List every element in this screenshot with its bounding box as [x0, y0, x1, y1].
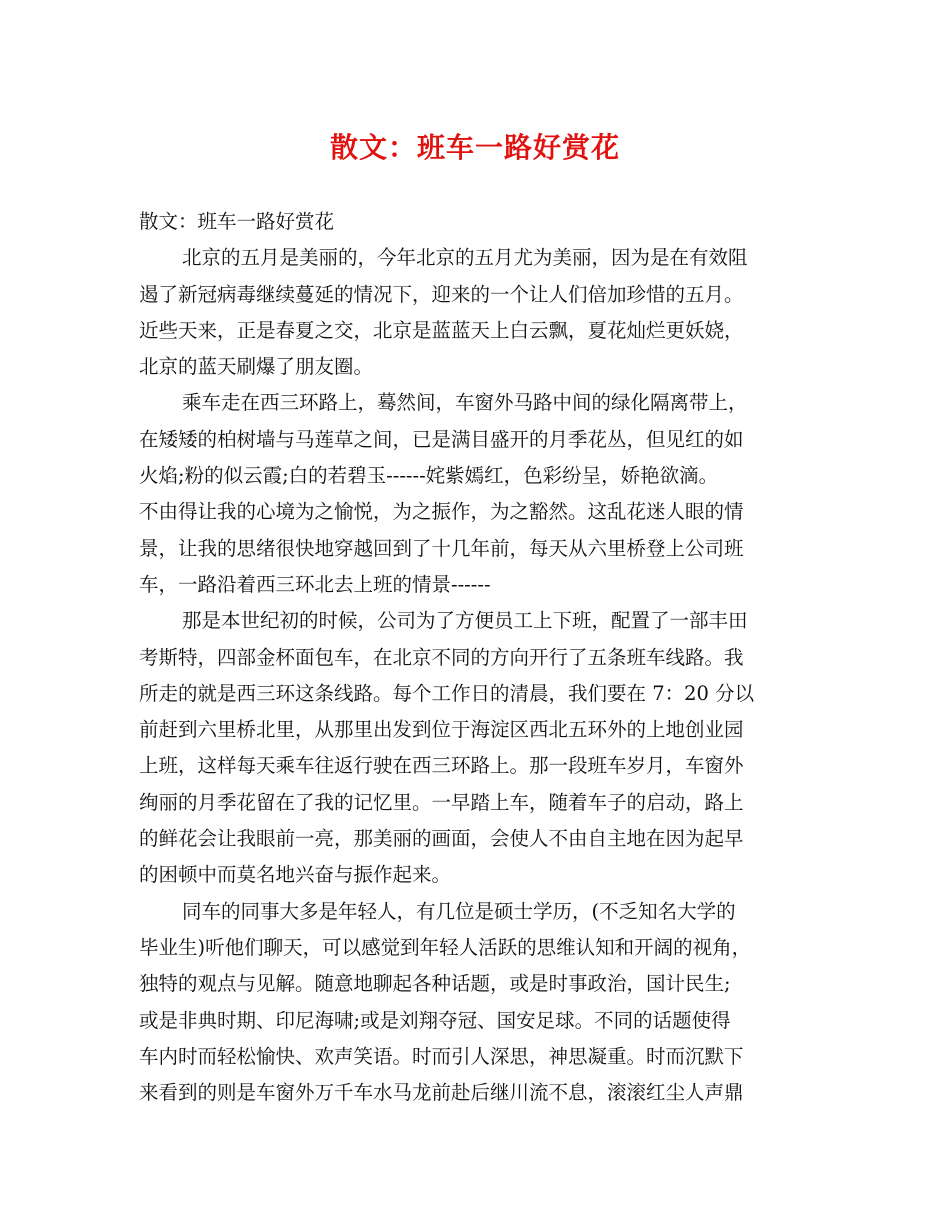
paragraph: [139, 603, 815, 893]
paragraph-line: 或是非典时期、印尼海啸;或是刘翔夺冠、国安足球。不同的话题使得: [139, 1008, 731, 1032]
paragraph-line: 那是本世纪初的时候，公司为了方便员工上下班，配置了一部丰田: [182, 609, 748, 633]
paragraph-line: 的鲜花会让我眼前一亮，那美丽的画面，会使人不由自主地在因为起早: [139, 827, 744, 851]
paragraph: [139, 894, 815, 1112]
paragraph-line: 来看到的则是车窗外万千车水马龙前赴后继川流不息，滚滚红尘人声鼎: [139, 1081, 744, 1105]
paragraph-line: 北京的五月是美丽的，今年北京的五月尤为美丽，因为是在有效阻: [182, 246, 748, 270]
paragraph-line: 在矮矮的柏树墙与马莲草之间，已是满目盛开的月季花丛，但见红的如: [139, 427, 744, 451]
paragraph-line: 车，一路沿着西三环北去上班的情景------: [139, 572, 491, 596]
paragraph-line: 的困顿中而莫名地兴奋与振作起来。: [139, 863, 452, 887]
paragraph-line: 景，让我的思绪很快地穿越回到了十几年前，每天从六里桥登上公司班: [139, 536, 744, 560]
paragraph-line: 独特的观点与见解。随意地聊起各种话题，或是时事政治，国计民生;: [139, 972, 731, 996]
paragraph-line: 近些天来，正是春夏之交，北京是蓝蓝天上白云飘，夏花灿烂更妖娆，: [139, 318, 744, 342]
document-title: 散文：班车一路好赏花: [329, 131, 620, 164]
paragraph-line: 北京的蓝天刷爆了朋友圈。: [139, 355, 374, 379]
paragraph-line: 不由得让我的心境为之愉悦，为之振作，为之豁然。这乱花迷人眼的情: [139, 500, 744, 524]
paragraph-line: 乘车走在西三环路上，蓦然间，车窗外马路中间的绿化隔离带上，: [182, 391, 748, 415]
paragraph-line: 车内时而轻松愉快、欢声笑语。时而引人深思，神思凝重。时而沉默下: [139, 1044, 744, 1068]
document-subtitle: 散文：班车一路好赏花: [139, 210, 335, 233]
paragraph-line: 遏了新冠病毒继续蔓延的情况下，迎来的一个让人们倍加珍惜的五月。: [139, 282, 744, 306]
paragraph-line: 火焰;粉的似云霞;白的若碧玉------姹紫嫣红，色彩纷呈，娇艳欲滴。: [139, 464, 719, 488]
paragraph: [139, 240, 815, 385]
paragraph-line: 同车的同事大多是年轻人，有几位是硕士学历，(不乏知名大学的: [182, 899, 736, 923]
paragraph-line: 绚丽的月季花留在了我的记忆里。一早踏上车，随着车子的启动，路上: [139, 790, 744, 814]
paragraph-line: 毕业生)听他们聊天，可以感觉到年轻人活跃的思维认知和开阔的视角，: [139, 935, 752, 959]
paragraph-line: 考斯特，四部金杯面包车，在北京不同的方向开行了五条班车线路。我: [139, 645, 744, 669]
paragraph-line: 前赶到六里桥北里，从那里出发到位于海淀区西北五环外的上地创业园: [139, 718, 744, 742]
document-body: [139, 204, 815, 1111]
paragraph-line: 上班，这样每天乘车往返行驶在西三环路上。那一段班车岁月，车窗外: [139, 754, 744, 778]
paragraph: [139, 385, 815, 603]
paragraph-line: 所走的就是西三环这条线路。每个工作日的清晨，我们要在 7：20 分以: [139, 681, 755, 705]
paragraph-list: [139, 240, 815, 1111]
